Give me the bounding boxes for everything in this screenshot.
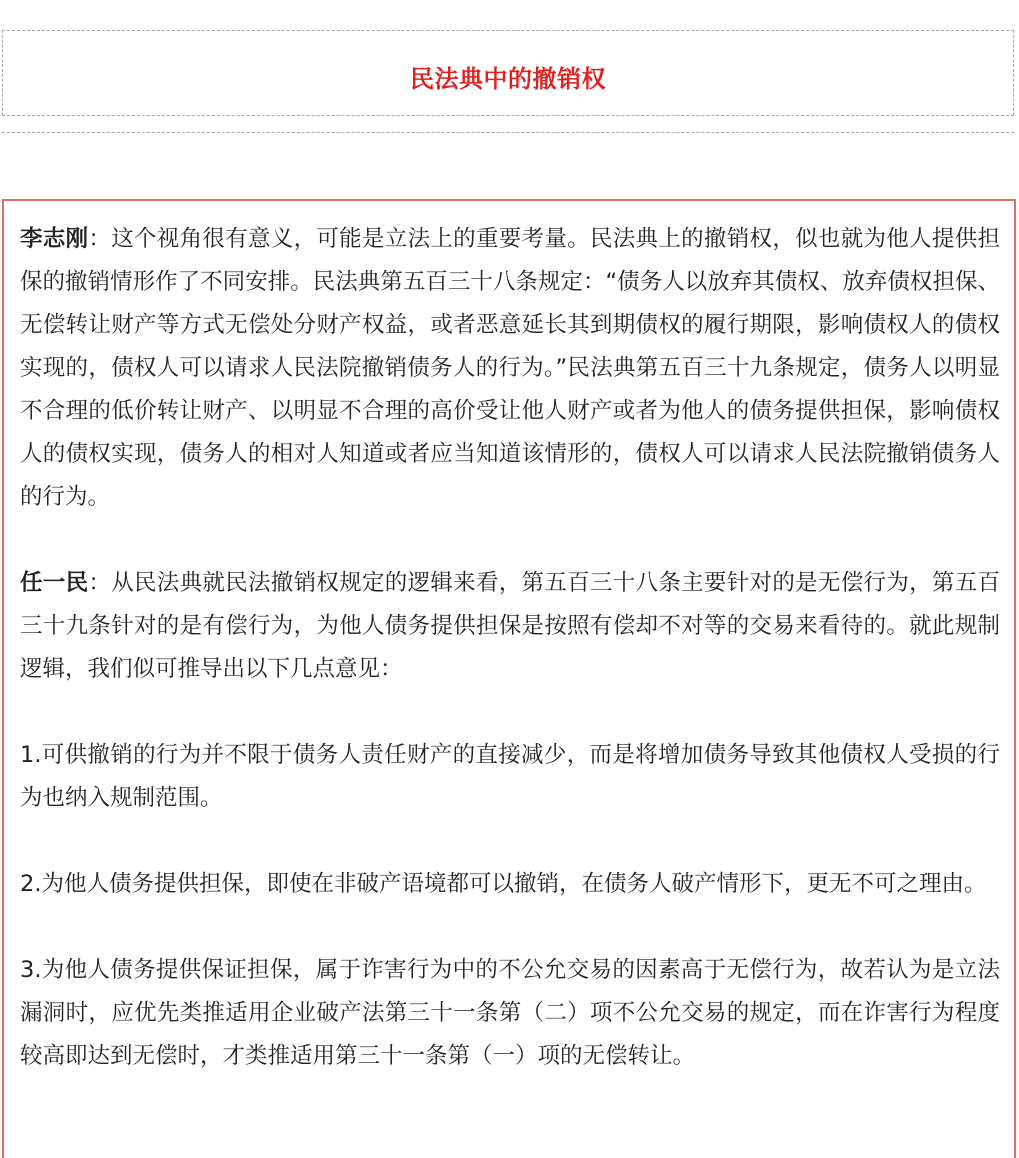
page-title: 民法典中的撤销权	[410, 64, 606, 93]
paragraph-li-zhigang	[20, 218, 1000, 519]
paragraph-text: 1.可供撤销的行为并不限于债务人责任财产的直接减少，而是将增加债务导致其他债权人受损的行为也纳入规制范围。	[20, 742, 1000, 811]
speaker-name: 李志刚	[20, 226, 89, 252]
paragraph-ren-yimin	[20, 562, 1000, 691]
dashed-divider	[2, 132, 1014, 133]
speaker-name: 任一民	[20, 570, 89, 596]
article-content	[2, 199, 1016, 1158]
paragraph-point-1	[20, 734, 1000, 820]
paragraph-point-2	[20, 863, 1000, 906]
paragraph-text: 3.为他人债务提供保证担保，属于诈害行为中的不公允交易的因素高于无偿行为，故若认为是立法漏洞时，应优先类推适用企业破产法第三十一条第（二）项不公允交易的规定，而在诈害行为程度较高即达到无偿时，才类推适用第三十一条第（一）项的无偿转让。	[20, 957, 1000, 1069]
paragraph-text: ：这个视角很有意义，可能是立法上的重要考量。民法典上的撤销权，似也就为他人提供担保的撤销情形作了不同安排。民法典第五百三十八条规定：“债务人以放弃其债权、放弃债权担保、无偿转让财产等方式无偿处分财产权益，或者恶意延长其到期债权的履行期限，影响债权人的债权实现的，债权人可以请求人民法院撤销债务人的行为。”民法典第五百三十九条规定，债务人以明显不合理的低价转让财产、以明显不合理的高价受让他人财产或者为他人的债务提供担保，影响债权人的债权实现，债务人的相对人知道或者应当知道该情形的，债权人可以请求人民法院撤销债务人的行为。	[20, 226, 1000, 510]
paragraph-text: ：从民法典就民法撤销权规定的逻辑来看，第五百三十八条主要针对的是无偿行为，第五百三十九条针对的是有偿行为，为他人债务提供担保是按照有偿却不对等的交易来看待的。就此规制逻辑，我们似可推导出以下几点意见：	[20, 570, 1000, 682]
paragraph-point-3	[20, 949, 1000, 1078]
title-box	[2, 30, 1014, 116]
paragraph-text: 2.为他人债务提供担保，即使在非破产语境都可以撤销，在债务人破产情形下，更无不可之理由。	[20, 871, 987, 897]
